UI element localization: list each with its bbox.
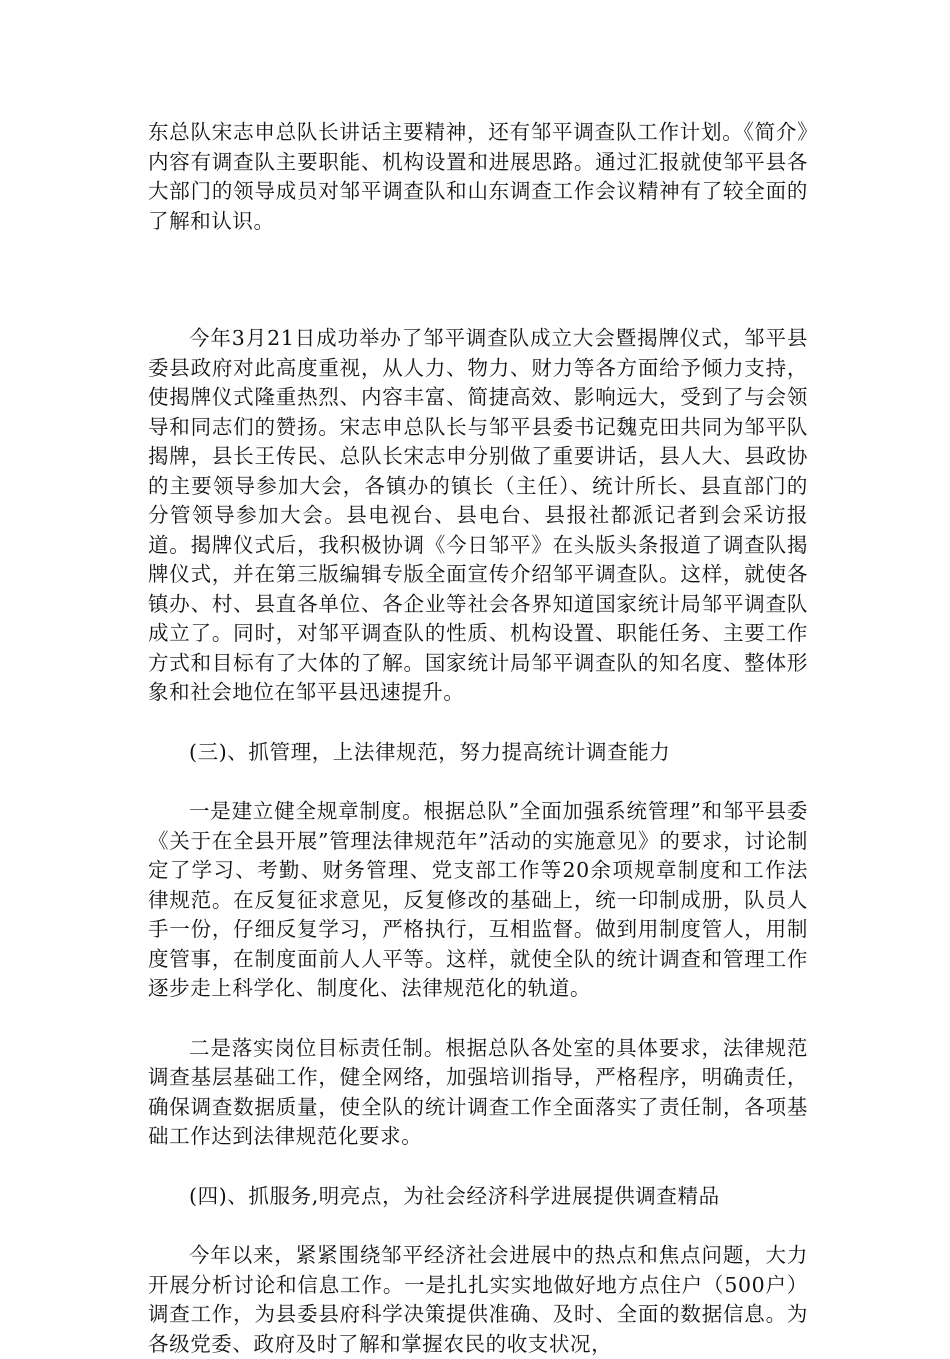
- paragraph-continuation: 东总队宋志申总队长讲话主要精神，还有邹平调查队工作计划。《简介》内容有调查队主要职能、机构设置和进展思路。通过汇报就使邹平县各大部门的领导成员对邹平调查队和山东调查工作会议精神有了较全面的了解和认识。: [148, 120, 808, 233]
- section-heading-management: (三)、抓管理，上法律规范，努力提高统计调查能力: [189, 739, 671, 764]
- paragraph-inauguration: 今年3月21日成功举办了邹平调查队成立大会暨揭牌仪式，邹平县委县政府对此高度重视，从人力、物力、财力等各方面给予倾力支持，使揭牌仪式隆重热烈、内容丰富、简捷高效、影响远大，受到了与会领导和同志们的赞扬。宋志申总队长与邹平县委书记魏克田共同为邹平队揭牌，县长王传民、总队长宋志申分别做了重要讲话，县人大、县政协的主要领导参加大会，各镇办的镇长（主任）、统计所长、县直部门的分管领导参加大会。县电视台、县电台、县报社都派记者到会采访报道。揭牌仪式后，我积极协调《今日邹平》在头版头条报道了调查队揭牌仪式，并在第三版编辑专版全面宣传介绍邹平调查队。这样，就使各镇办、村、县直各单位、各企业等社会各界知道国家统计局邹平调查队成立了。同时，对邹平调查队的性质、机构设置、职能任务、主要工作方式和目标有了大体的了解。国家统计局邹平调查队的知名度、整体形象和社会地位在邹平县迅速提升。: [148, 326, 808, 704]
- paragraph-responsibility: 二是落实岗位目标责任制。根据总队各处室的具体要求，法律规范调查基层基础工作，健全网络，加强培训指导，严格程序，明确责任，确保调查数据质量，使全队的统计调查工作全面落实了责任制，各项基础工作达到法律规范化要求。: [148, 1035, 808, 1148]
- paragraph-rules: 一是建立健全规章制度。根据总队”全面加强系统管理”和邹平县委《关于在全县开展”管理法律规范年”活动的实施意见》的要求，讨论制定了学习、考勤、财务管理、党支部工作等20余项规章制度和工作法律规范。在反复征求意见，反复修改的基础上，统一印制成册，队员人手一份，仔细反复学习，严格执行，互相监督。做到用制度管人，用制度管事，在制度面前人人平等。这样，就使全队的统计调查和管理工作逐步走上科学化、制度化、法律规范化的轨道。: [148, 799, 808, 1000]
- paragraph-analysis: 今年以来，紧紧围绕邹平经济社会进展中的热点和焦点问题，大力开展分析讨论和信息工作。一是扎扎实实地做好地方点住户（500户）调查工作，为县委县府科学决策提供准确、及时、全面的数据信息。为各级党委、政府及时了解和掌握农民的收支状况，: [148, 1243, 808, 1356]
- document-page: [148, 118, 808, 1359]
- section-heading-service: (四)、抓服务,明亮点，为社会经济科学进展提供调查精品: [189, 1183, 720, 1208]
